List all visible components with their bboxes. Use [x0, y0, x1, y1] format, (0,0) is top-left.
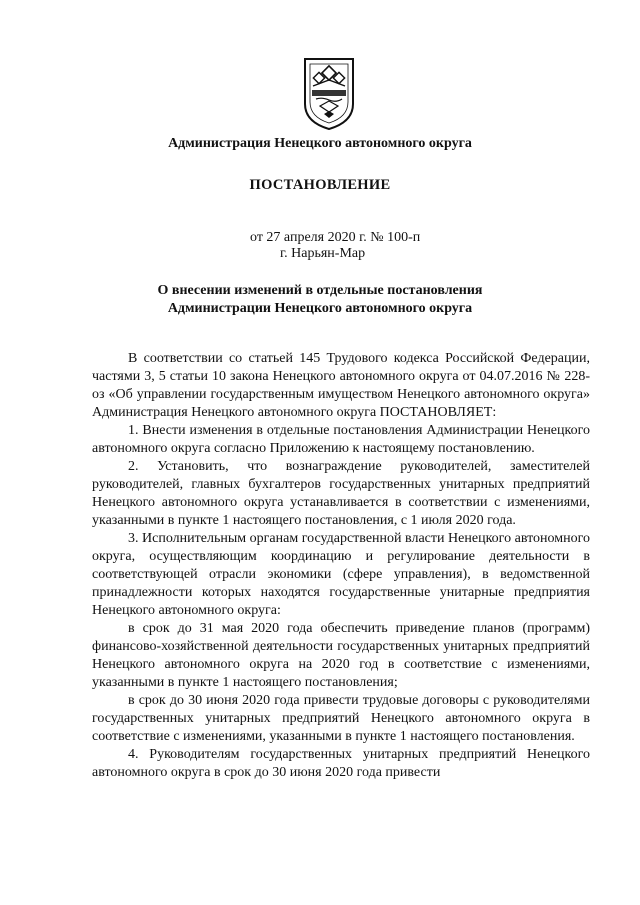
body-paragraph: 3. Исполнительным органам государственной власти Ненецкого автономного округа, осуществляющим координацию и регулирование деятельности в соответствующей отрасли экономики (сфере управления), в ведомственной принадлежности которых находятся государственные унитарные предприятия Ненецкого автономного округа:: [92, 531, 590, 618]
body-paragraph: В соответствии со статьей 145 Трудового кодекса Российской Федерации, частями 3, 5 статьи 10 закона Ненецкого автономного округа от 04.07.2016 № 228-оз «Об управлении государственным имуществом Ненецкого автономного округа» Администрация Ненецкого автономного округа ПОСТАНОВЛЯЕТ:: [92, 351, 590, 420]
body-paragraph: 4. Руководителям государственных унитарных предприятий Ненецкого автономного округа в срок до 30 июня 2020 года привести: [92, 747, 590, 780]
document-type: ПОСТАНОВЛЕНИЕ: [249, 177, 391, 193]
document-city: г. Нарьян-Мар: [280, 246, 366, 261]
document-body: [92, 350, 590, 782]
subject-line-2: Администрации Ненецкого автономного округа: [167, 301, 473, 316]
coat-of-arms-emblem: [302, 56, 356, 132]
subject-line-1: О внесении изменений в отдельные постановления: [157, 283, 483, 298]
body-paragraph: 1. Внести изменения в отдельные постановления Администрации Ненецкого автономного округа согласно Приложению к настоящему постановлению.: [92, 423, 590, 456]
body-paragraph: в срок до 31 мая 2020 года обеспечить приведение планов (программ) финансово-хозяйственной деятельности государственных унитарных предприятий Ненецкого автономного округа на 2020 год в соответствие с изменениями, указанными в пункте 1 настоящего постановления;: [92, 621, 590, 690]
document-subject: [0, 282, 640, 318]
document-date-number: от 27 апреля 2020 г. № 100-п: [250, 230, 421, 245]
body-paragraph: в срок до 30 июня 2020 года привести трудовые договоры с руководителями государственных унитарных предприятий Ненецкого автономного округа в соответствие с изменениями, указанными в пункте 1 настоящего постановления.: [92, 693, 590, 744]
body-paragraph: 2. Установить, что вознаграждение руководителей, заместителей руководителей, главных бухгалтеров государственных унитарных предприятий Ненецкого автономного округа устанавливается в соответствии с изменениями, указанными в пункте 1 настоящего постановления, с 1 июля 2020 года.: [92, 459, 590, 528]
organization-name: Администрация Ненецкого автономного округа: [168, 136, 472, 151]
